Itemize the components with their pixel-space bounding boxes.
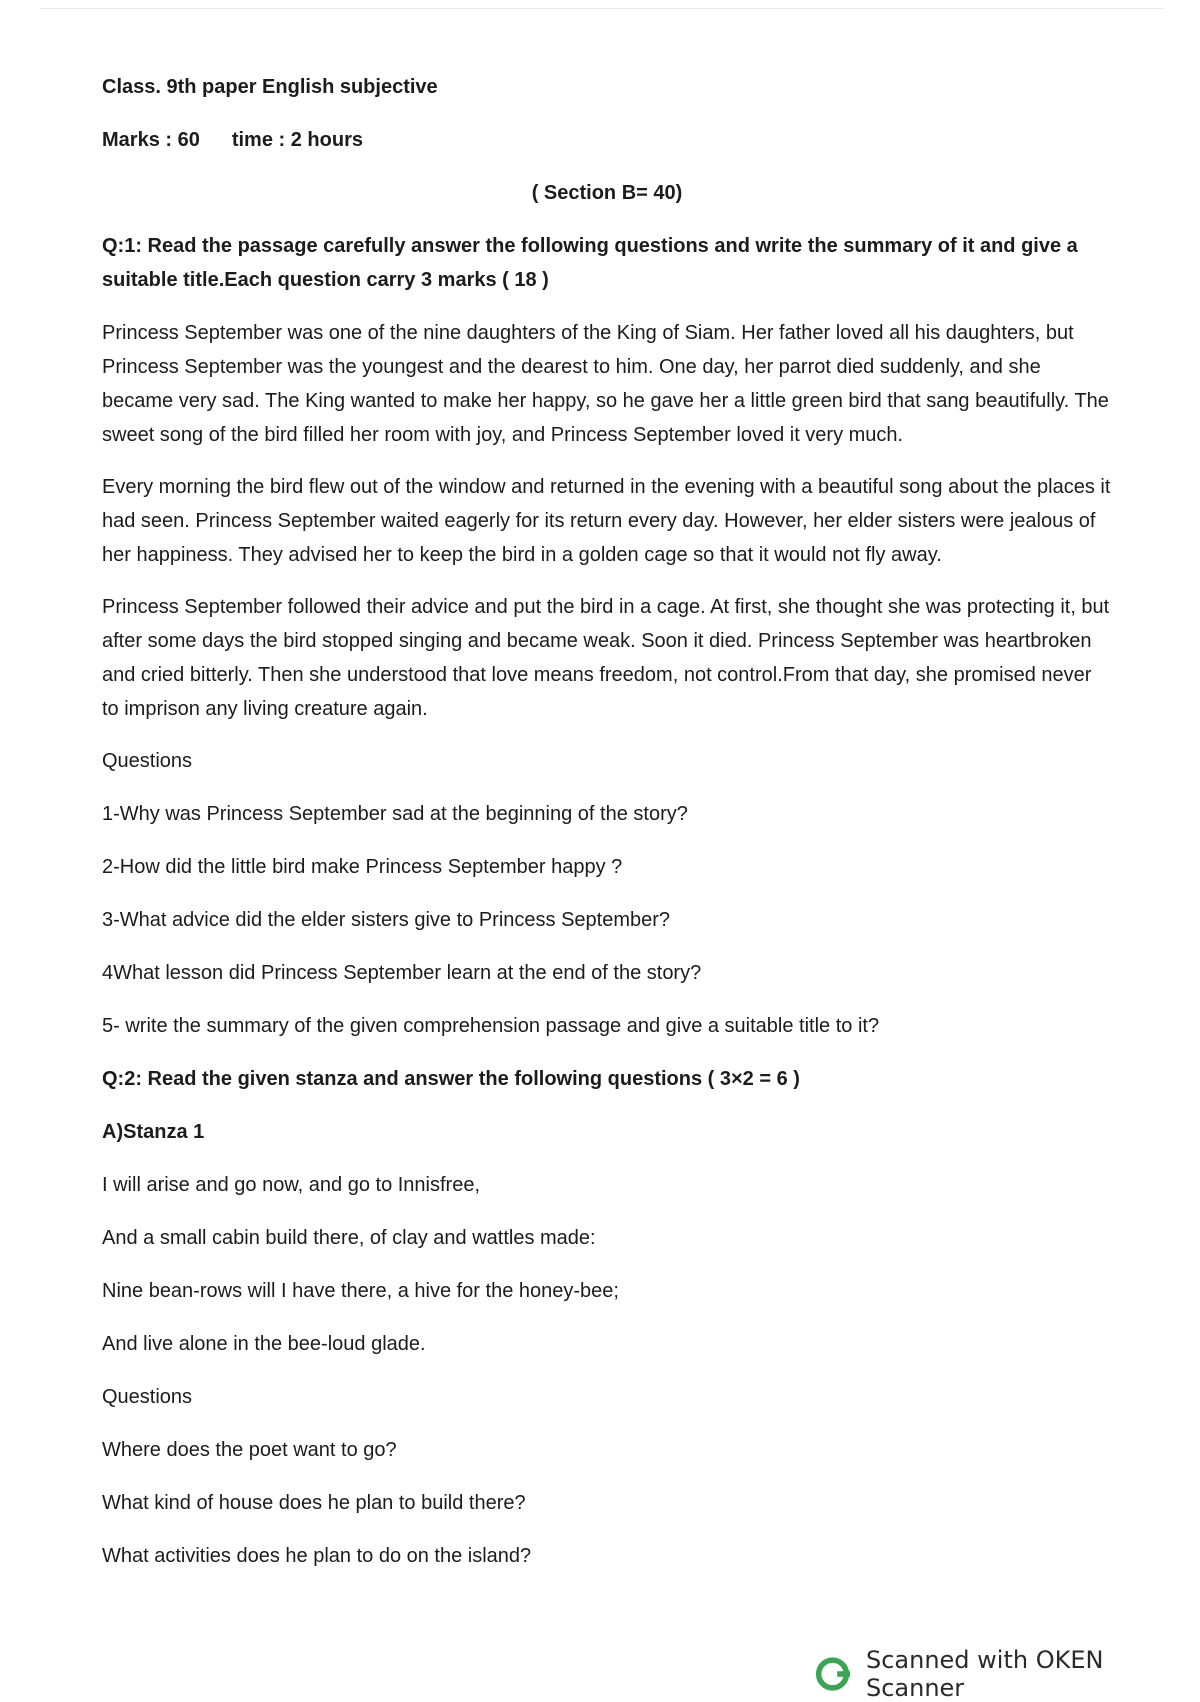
question-2-title: Q:2: Read the given stanza and answer the following questions ( 3×2 = 6 ) [102,1068,800,1090]
question-1-item-2: 2-How did the little bird make Princess September happy ? [102,856,623,878]
question-2-item-3: What activities does he plan to do on the island? [102,1545,532,1567]
questions-label: Questions [102,750,193,772]
stanza-line-1: I will arise and go now, and go to Innisfree, [102,1174,481,1196]
question-2-item-1: Where does the poet want to go? [102,1439,397,1461]
stanza-label: A)Stanza 1 [102,1121,205,1143]
stanza-line-2: And a small cabin build there, of clay and wattles made: [102,1227,596,1249]
marks-time-line [102,123,1112,157]
top-divider [40,8,1164,9]
question-1-item-1: 1-Why was Princess September sad at the beginning of the story? [102,803,688,825]
passage-paragraph-3: Princess September followed their advice and put the bird in a cage. At first, she thought she was protecting it, but after some days the bird stopped singing and became weak. Soon it died. Princess September was heartbroken and cried bitterly. Then she understood that love means freedom, not control.From that day, she promised never to imprison any living creature again. [102,596,1110,720]
marks-text: Marks : 60 [102,129,200,151]
question-1-item-4: 4What lesson did Princess September learn at the end of the story? [102,962,702,984]
stanza-line-3: Nine bean-rows will I have there, a hive for the honey-bee; [102,1280,619,1302]
question-1-item-3: 3-What advice did the elder sisters give to Princess September? [102,909,671,931]
watermark-text: Scanned with OKEN Scanner [865,1646,1104,1702]
exam-paper [102,70,1112,1592]
stanza-line-4: And live alone in the bee-loud glade. [102,1333,426,1355]
section-heading: ( Section B= 40) [531,182,683,204]
time-text: time : 2 hours [231,129,363,151]
scanner-watermark [815,1646,1200,1702]
passage-paragraph-2: Every morning the bird flew out of the window and returned in the evening with a beautiful song about the places it had seen. Princess September waited eagerly for its return every day. However, her elder sisters were jealous of her happiness. They advised her to keep the bird in a golden cage so that it would not fly away. [102,476,1111,566]
questions-label-2: Questions [102,1386,193,1408]
class-line: Class. 9th paper English subjective [102,76,438,98]
question-1-item-5: 5- write the summary of the given comprehension passage and give a suitable title to it? [102,1015,880,1037]
question-2-item-2: What kind of house does he plan to build there? [102,1492,526,1514]
oken-scanner-logo-icon [815,1655,852,1693]
question-1-title: Q:1: Read the passage carefully answer the following questions and write the summary of it and give a suitable title.Each question carry 3 marks ( 18 ) [102,235,1078,291]
passage-paragraph-1: Princess September was one of the nine daughters of the King of Siam. Her father loved all his daughters, but Princess September was the youngest and the dearest to him. One day, her parrot died suddenly, and she became very sad. The King wanted to make her happy, so he gave her a little green bird that sang beautifully. The sweet song of the bird filled her room with joy, and Princess September loved it very much. [102,322,1109,446]
